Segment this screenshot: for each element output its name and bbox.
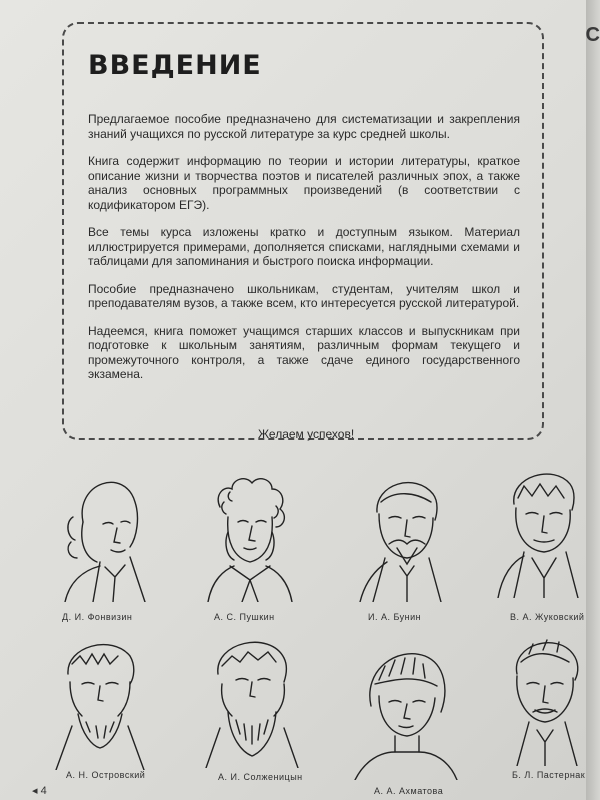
portrait-akhmatova	[345, 640, 465, 780]
portrait-bunin	[345, 462, 465, 602]
closing-wish: Желаем успехов!	[258, 427, 355, 441]
intro-text	[88, 112, 520, 395]
portrait-pasternak	[485, 626, 600, 766]
portrait-zhukovsky	[484, 458, 600, 598]
next-page-letter: С	[585, 24, 600, 46]
caption-pasternak: Б. Л. Пастернак	[512, 770, 586, 780]
portrait-fonvizin	[45, 462, 165, 602]
portrait-pushkin	[190, 462, 310, 602]
caption-zhukovsky: В. А. Жуковский	[510, 612, 585, 622]
caption-akhmatova: А. А. Ахматова	[374, 786, 444, 796]
intro-paragraph: Надеемся, книга поможет учащимся старших классов и выпускникам при подготовке к школьным занятиям, различным формам текущего и промежуточного контроля, а также сдаче единого государственного экзамена.	[88, 323, 520, 381]
page-number-value: 4	[40, 785, 47, 797]
page-number: ◂ 4	[32, 785, 47, 797]
caption-ostrovsky: А. Н. Островский	[66, 770, 146, 780]
portrait-solzhenitsyn	[192, 628, 312, 768]
page-title: ВВЕДЕНИЕ	[88, 50, 262, 81]
caption-solzhenitsyn: А. И. Солженицын	[218, 772, 303, 782]
caption-fonvizin: Д. И. Фонвизин	[62, 612, 133, 622]
intro-paragraph: Все темы курса изложены кратко и доступным языком. Материал иллюстрируется примерами, дополняется списками, наглядными схемами и таблицами для запоминания и быстрого поиска информации.	[88, 225, 520, 268]
intro-paragraph: Книга содержит информацию по теории и истории литературы, краткое описание жизни и творчества поэтов и писателей различных эпох, а также анализ основных программных произведений (в соответствии с кодификатором ЕГЭ).	[88, 154, 520, 212]
intro-paragraph: Предлагаемое пособие предназначено для систематизации и закрепления знаний учащихся по русской литературе за курс средней школы.	[88, 112, 520, 141]
caption-bunin: И. А. Бунин	[368, 612, 422, 622]
caption-pushkin: А. С. Пушкин	[214, 612, 275, 622]
intro-paragraph: Пособие предназначено школьникам, студентам, учителям школ и преподавателям вузов, а также всем, кто интересуется русской литературой.	[88, 281, 520, 310]
portrait-ostrovsky	[40, 630, 160, 770]
